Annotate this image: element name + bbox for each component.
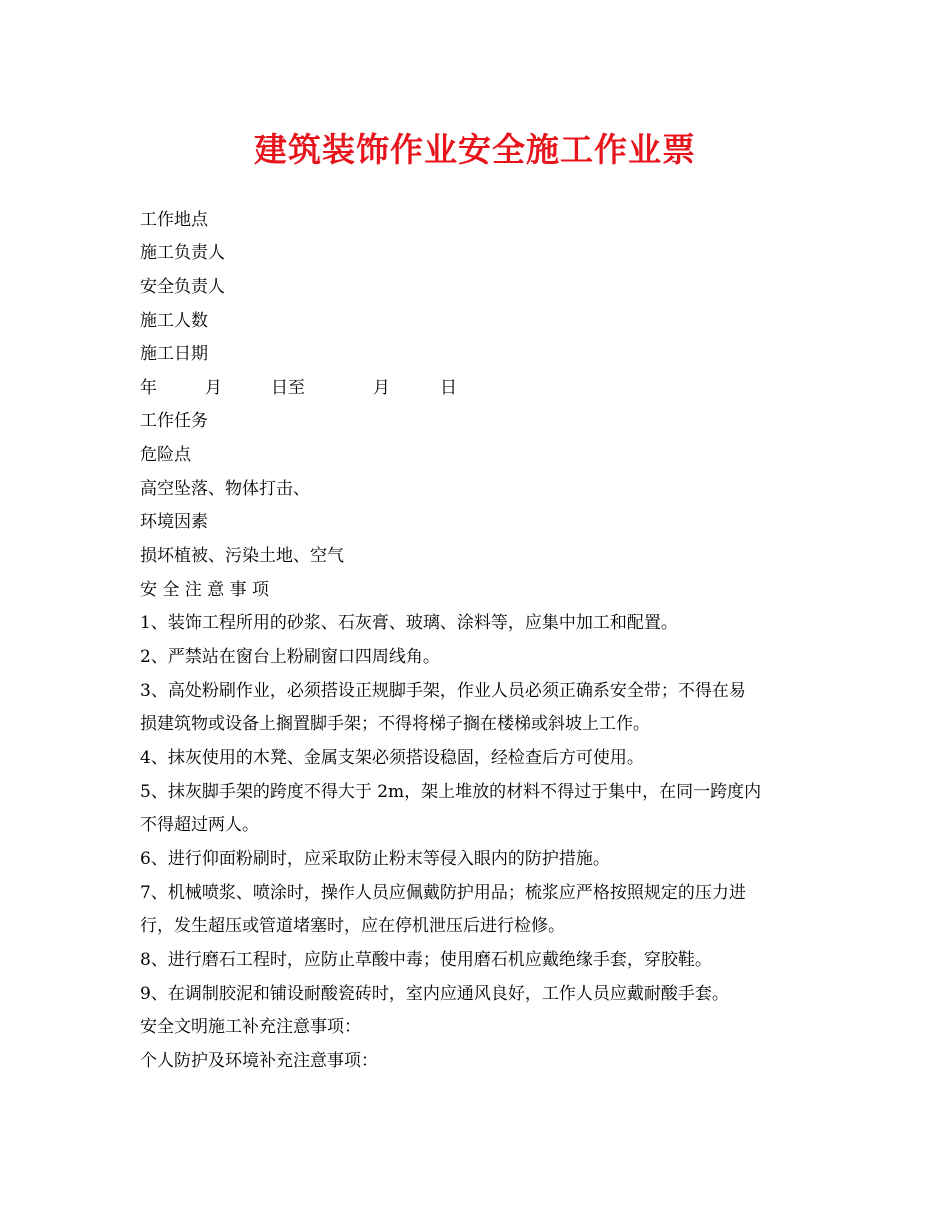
- safety-leader-label: 安全负责人: [140, 277, 225, 297]
- date-month: 月: [205, 378, 222, 398]
- date-month-2: 月: [373, 378, 390, 398]
- supplement-personal-label: 个人防护及环境补充注意事项：: [140, 1051, 378, 1071]
- safety-item-4: 4、抹灰使用的木凳、金属支架必须搭设稳固，经检查后方可使用。: [140, 748, 644, 768]
- safety-item-9: 9、在调制胶泥和铺设耐酸瓷砖时，室内应通风良好，工作人员应戴耐酸手套。: [140, 984, 729, 1004]
- safety-item-6: 6、进行仰面粉刷时，应采取防止粉末等侵入眼内的防护措施。: [140, 849, 610, 869]
- supplement-civil-label: 安全文明施工补充注意事项：: [140, 1017, 361, 1037]
- work-task-label: 工作任务: [140, 411, 208, 431]
- environment-label: 环境因素: [140, 512, 208, 532]
- safety-item-7-line-1: 7、机械喷浆、喷涂时，操作人员应佩戴防护用品；梳浆应严格按照规定的压力进: [140, 883, 746, 903]
- safety-item-5-line-2: 不得超过两人。: [140, 815, 259, 835]
- date-day-to: 日至: [271, 378, 305, 398]
- worker-count-label: 施工人数: [140, 311, 208, 331]
- construction-leader-label: 施工负责人: [140, 243, 225, 263]
- safety-item-3-line-2: 损建筑物或设备上搁置脚手架；不得将梯子搁在楼梯或斜坡上工作。: [140, 714, 650, 734]
- construction-date-label: 施工日期: [140, 344, 208, 364]
- safety-item-1: 1、装饰工程所用的砂浆、石灰膏、玻璃、涂料等，应集中加工和配置。: [140, 613, 678, 633]
- hazard-value: 高空坠落、物体打击、: [140, 479, 310, 499]
- document-title: 建筑装饰作业安全施工作业票: [254, 130, 696, 169]
- safety-heading: 安 全 注 意 事 项: [140, 580, 270, 600]
- safety-item-2: 2、严禁站在窗台上粉刷窗口四周线角。: [140, 647, 440, 667]
- safety-item-3-line-1: 3、高处粉刷作业，必须搭设正规脚手架，作业人员必须正确系安全带；不得在易: [140, 681, 746, 701]
- hazard-label: 危险点: [140, 445, 191, 465]
- safety-item-8: 8、进行磨石工程时，应防止草酸中毒；使用磨石机应戴绝缘手套，穿胶鞋。: [140, 950, 712, 970]
- date-row: [140, 376, 540, 400]
- work-location-label: 工作地点: [140, 210, 208, 230]
- date-day-2: 日: [440, 378, 457, 398]
- environment-value: 损坏植被、污染土地、空气: [140, 546, 344, 566]
- date-year: 年: [140, 378, 157, 398]
- safety-item-7-line-2: 行，发生超压或管道堵塞时，应在停机泄压后进行检修。: [140, 916, 565, 936]
- safety-item-5-line-1: 5、抹灰脚手架的跨度不得大于 2m，架上堆放的材料不得过于集中，在同一跨度内: [140, 782, 762, 802]
